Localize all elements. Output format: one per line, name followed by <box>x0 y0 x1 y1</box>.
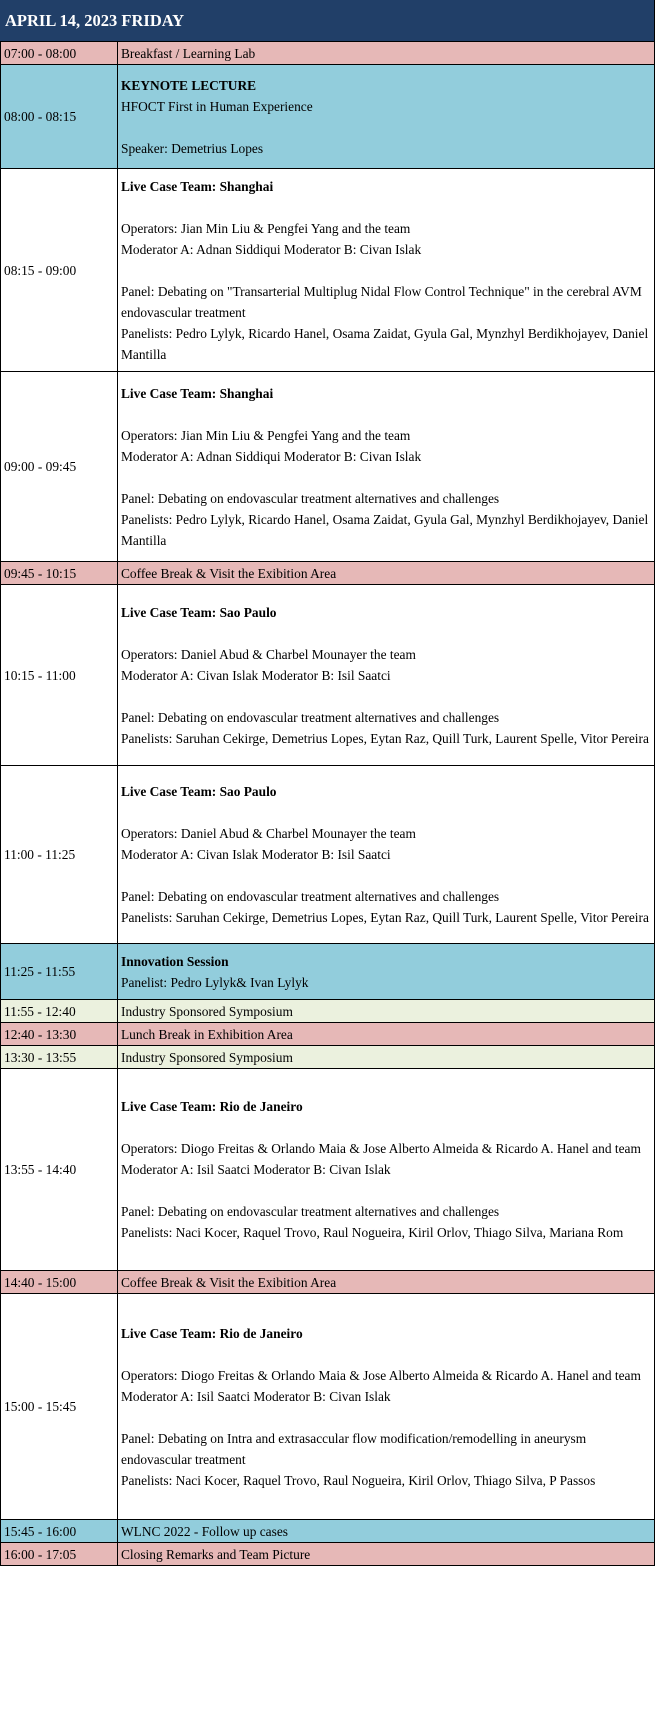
session-cell <box>118 1294 655 1520</box>
time-cell: 14:40 - 15:00 <box>1 1271 118 1294</box>
schedule-row <box>1 372 655 562</box>
line-spacer <box>121 802 651 823</box>
session-line: Speaker: Demetrius Lopes <box>121 140 264 156</box>
time-cell: 12:40 - 13:30 <box>1 1023 118 1046</box>
session-line: Operators: Diogo Freitas & Orlando Maia & Jose Alberto Almeida & Ricardo A. Hanel and team <box>121 1141 641 1156</box>
time-cell: 13:30 - 13:55 <box>1 1046 118 1069</box>
line-spacer <box>121 1180 651 1201</box>
session-cell <box>118 1023 655 1046</box>
session-cell <box>118 766 655 944</box>
watermark-logo-icon <box>513 1652 603 1682</box>
session-line: Operators: Jian Min Liu & Pengfei Yang and the team <box>121 220 411 236</box>
session-line: Panelists: Saruhan Cekirge, Demetrius Lopes, Eytan Raz, Quill Turk, Laurent Spelle, Vitor Pereira <box>121 910 649 925</box>
session-line: Coffee Break & Visit the Exibition Area <box>121 1274 337 1290</box>
time-cell: 16:00 - 17:05 <box>1 1543 118 1566</box>
session-cell <box>118 1520 655 1543</box>
session-line: Panelists: Pedro Lylyk, Ricardo Hanel, Osama Zaidat, Gyula Gal, Mynzhyl Berdikhojayev, Daniel Mantilla <box>121 511 649 548</box>
time-cell: 08:15 - 09:00 <box>1 169 118 372</box>
schedule-row <box>1 1543 655 1566</box>
session-title: Live Case Team: Sao Paulo <box>121 604 277 620</box>
session-line: Operators: Daniel Abud & Charbel Mounayer the team <box>121 826 416 841</box>
schedule-row <box>1 766 655 944</box>
time-cell: 09:45 - 10:15 <box>1 562 118 585</box>
line-spacer <box>121 467 651 488</box>
session-line: Industry Sponsored Symposium <box>121 1049 293 1065</box>
time-cell: 11:00 - 11:25 <box>1 766 118 944</box>
session-line: Industry Sponsored Symposium <box>121 1003 293 1019</box>
line-spacer <box>121 1117 651 1138</box>
session-line: Operators: Diogo Freitas & Orlando Maia & Jose Alberto Almeida & Ricardo A. Hanel and team <box>121 1367 641 1383</box>
session-line: Panel: Debating on endovascular treatment alternatives and challenges <box>121 1204 500 1219</box>
line-spacer <box>121 404 651 425</box>
time-cell: 11:55 - 12:40 <box>1 1000 118 1023</box>
session-title: Live Case Team: Rio de Janeiro <box>121 1099 303 1114</box>
session-line: Panel: Debating on endovascular treatment alternatives and challenges <box>121 490 500 506</box>
session-line: Operators: Jian Min Liu & Pengfei Yang and the team <box>121 427 411 443</box>
time-cell: 09:00 - 09:45 <box>1 372 118 562</box>
schedule-row <box>1 1069 655 1271</box>
schedule-table <box>0 41 655 1566</box>
day-header: APRIL 14, 2023 FRIDAY <box>0 0 655 41</box>
session-line: Panel: Debating on endovascular treatment alternatives and challenges <box>121 889 500 904</box>
session-line: Moderator A: Civan Islak Moderator B: Isil Saatci <box>121 847 391 862</box>
session-line: Coffee Break & Visit the Exibition Area <box>121 565 337 581</box>
session-cell <box>118 169 655 372</box>
schedule-rows <box>1 42 655 1566</box>
schedule-row <box>1 65 655 169</box>
time-cell: 10:15 - 11:00 <box>1 585 118 766</box>
session-line: Moderator A: Isil Saatci Moderator B: Civan Islak <box>121 1162 391 1177</box>
line-spacer <box>121 1407 651 1428</box>
session-cell <box>118 944 655 1000</box>
session-line: Panel: Debating on Intra and extrasaccular flow modification/remodelling in aneurysm endovascular treatment <box>121 1430 587 1467</box>
session-title: KEYNOTE LECTURE <box>121 77 257 93</box>
time-cell: 08:00 - 08:15 <box>1 65 118 169</box>
schedule-row <box>1 1271 655 1294</box>
session-line: Panelists: Naci Kocer, Raquel Trovo, Raul Nogueira, Kiril Orlov, Thiago Silva, Mariana Rom <box>121 1225 624 1240</box>
line-spacer <box>121 260 651 281</box>
time-cell: 15:00 - 15:45 <box>1 1294 118 1520</box>
session-title: Live Case Team: Rio de Janeiro <box>121 1325 303 1341</box>
session-cell <box>118 562 655 585</box>
line-spacer <box>121 686 651 707</box>
session-line: Closing Remarks and Team Picture <box>121 1546 311 1562</box>
schedule-row <box>1 1520 655 1543</box>
session-title: Innovation Session <box>121 953 229 969</box>
session-line: Panelist: Pedro Lylyk& Ivan Lylyk <box>121 974 309 990</box>
session-line: Panelists: Naci Kocer, Raquel Trovo, Raul Nogueira, Kiril Orlov, Thiago Silva, P Passos <box>121 1472 596 1488</box>
session-cell <box>118 1543 655 1566</box>
session-cell <box>118 372 655 562</box>
session-line: Panel: Debating on endovascular treatment alternatives and challenges <box>121 709 500 725</box>
line-spacer <box>121 623 651 644</box>
session-line: Operators: Daniel Abud & Charbel Mounayer the team <box>121 646 416 662</box>
schedule-row <box>1 944 655 1000</box>
schedule-row <box>1 169 655 372</box>
schedule-row <box>1 1046 655 1069</box>
session-line: Lunch Break in Exhibition Area <box>121 1026 293 1042</box>
schedule-row <box>1 1023 655 1046</box>
session-line: Panelists: Saruhan Cekirge, Demetrius Lopes, Eytan Raz, Quill Turk, Laurent Spelle, Vitor Pereira <box>121 730 649 746</box>
session-cell <box>118 65 655 169</box>
session-line: Panelists: Pedro Lylyk, Ricardo Hanel, Osama Zaidat, Gyula Gal, Mynzhyl Berdikhojayev, Daniel Mantilla <box>121 325 649 362</box>
line-spacer <box>121 865 651 886</box>
session-line: HFOCT First in Human Experience <box>121 98 313 114</box>
session-cell <box>118 1271 655 1294</box>
schedule-row <box>1 42 655 65</box>
session-title: Live Case Team: Sao Paulo <box>121 784 277 799</box>
session-cell <box>118 42 655 65</box>
schedule-row <box>1 1294 655 1520</box>
line-spacer <box>121 1344 651 1365</box>
time-cell: 07:00 - 08:00 <box>1 42 118 65</box>
session-cell <box>118 1046 655 1069</box>
session-cell <box>118 585 655 766</box>
session-title: Live Case Team: Shanghai <box>121 385 274 401</box>
time-cell: 15:45 - 16:00 <box>1 1520 118 1543</box>
time-cell: 11:25 - 11:55 <box>1 944 118 1000</box>
session-line: Moderator A: Adnan Siddiqui Moderator B: Civan Islak <box>121 448 422 464</box>
session-cell <box>118 1000 655 1023</box>
session-line: Breakfast / Learning Lab <box>121 45 256 61</box>
schedule-row <box>1 562 655 585</box>
session-line: WLNC 2022 - Follow up cases <box>121 1523 288 1539</box>
schedule-row <box>1 1000 655 1023</box>
line-spacer <box>121 197 651 218</box>
session-cell <box>118 1069 655 1271</box>
session-line: Moderator A: Civan Islak Moderator B: Isil Saatci <box>121 667 391 683</box>
session-line: Moderator A: Isil Saatci Moderator B: Civan Islak <box>121 1388 391 1404</box>
session-line: Moderator A: Adnan Siddiqui Moderator B: Civan Islak <box>121 241 422 257</box>
session-title: Live Case Team: Shanghai <box>121 178 274 194</box>
session-line: Panel: Debating on "Transarterial Multiplug Nidal Flow Control Technique" in the cerebral AVM endovascular treatment <box>121 283 642 320</box>
line-spacer <box>121 117 651 138</box>
time-cell: 13:55 - 14:40 <box>1 1069 118 1271</box>
schedule-row <box>1 585 655 766</box>
